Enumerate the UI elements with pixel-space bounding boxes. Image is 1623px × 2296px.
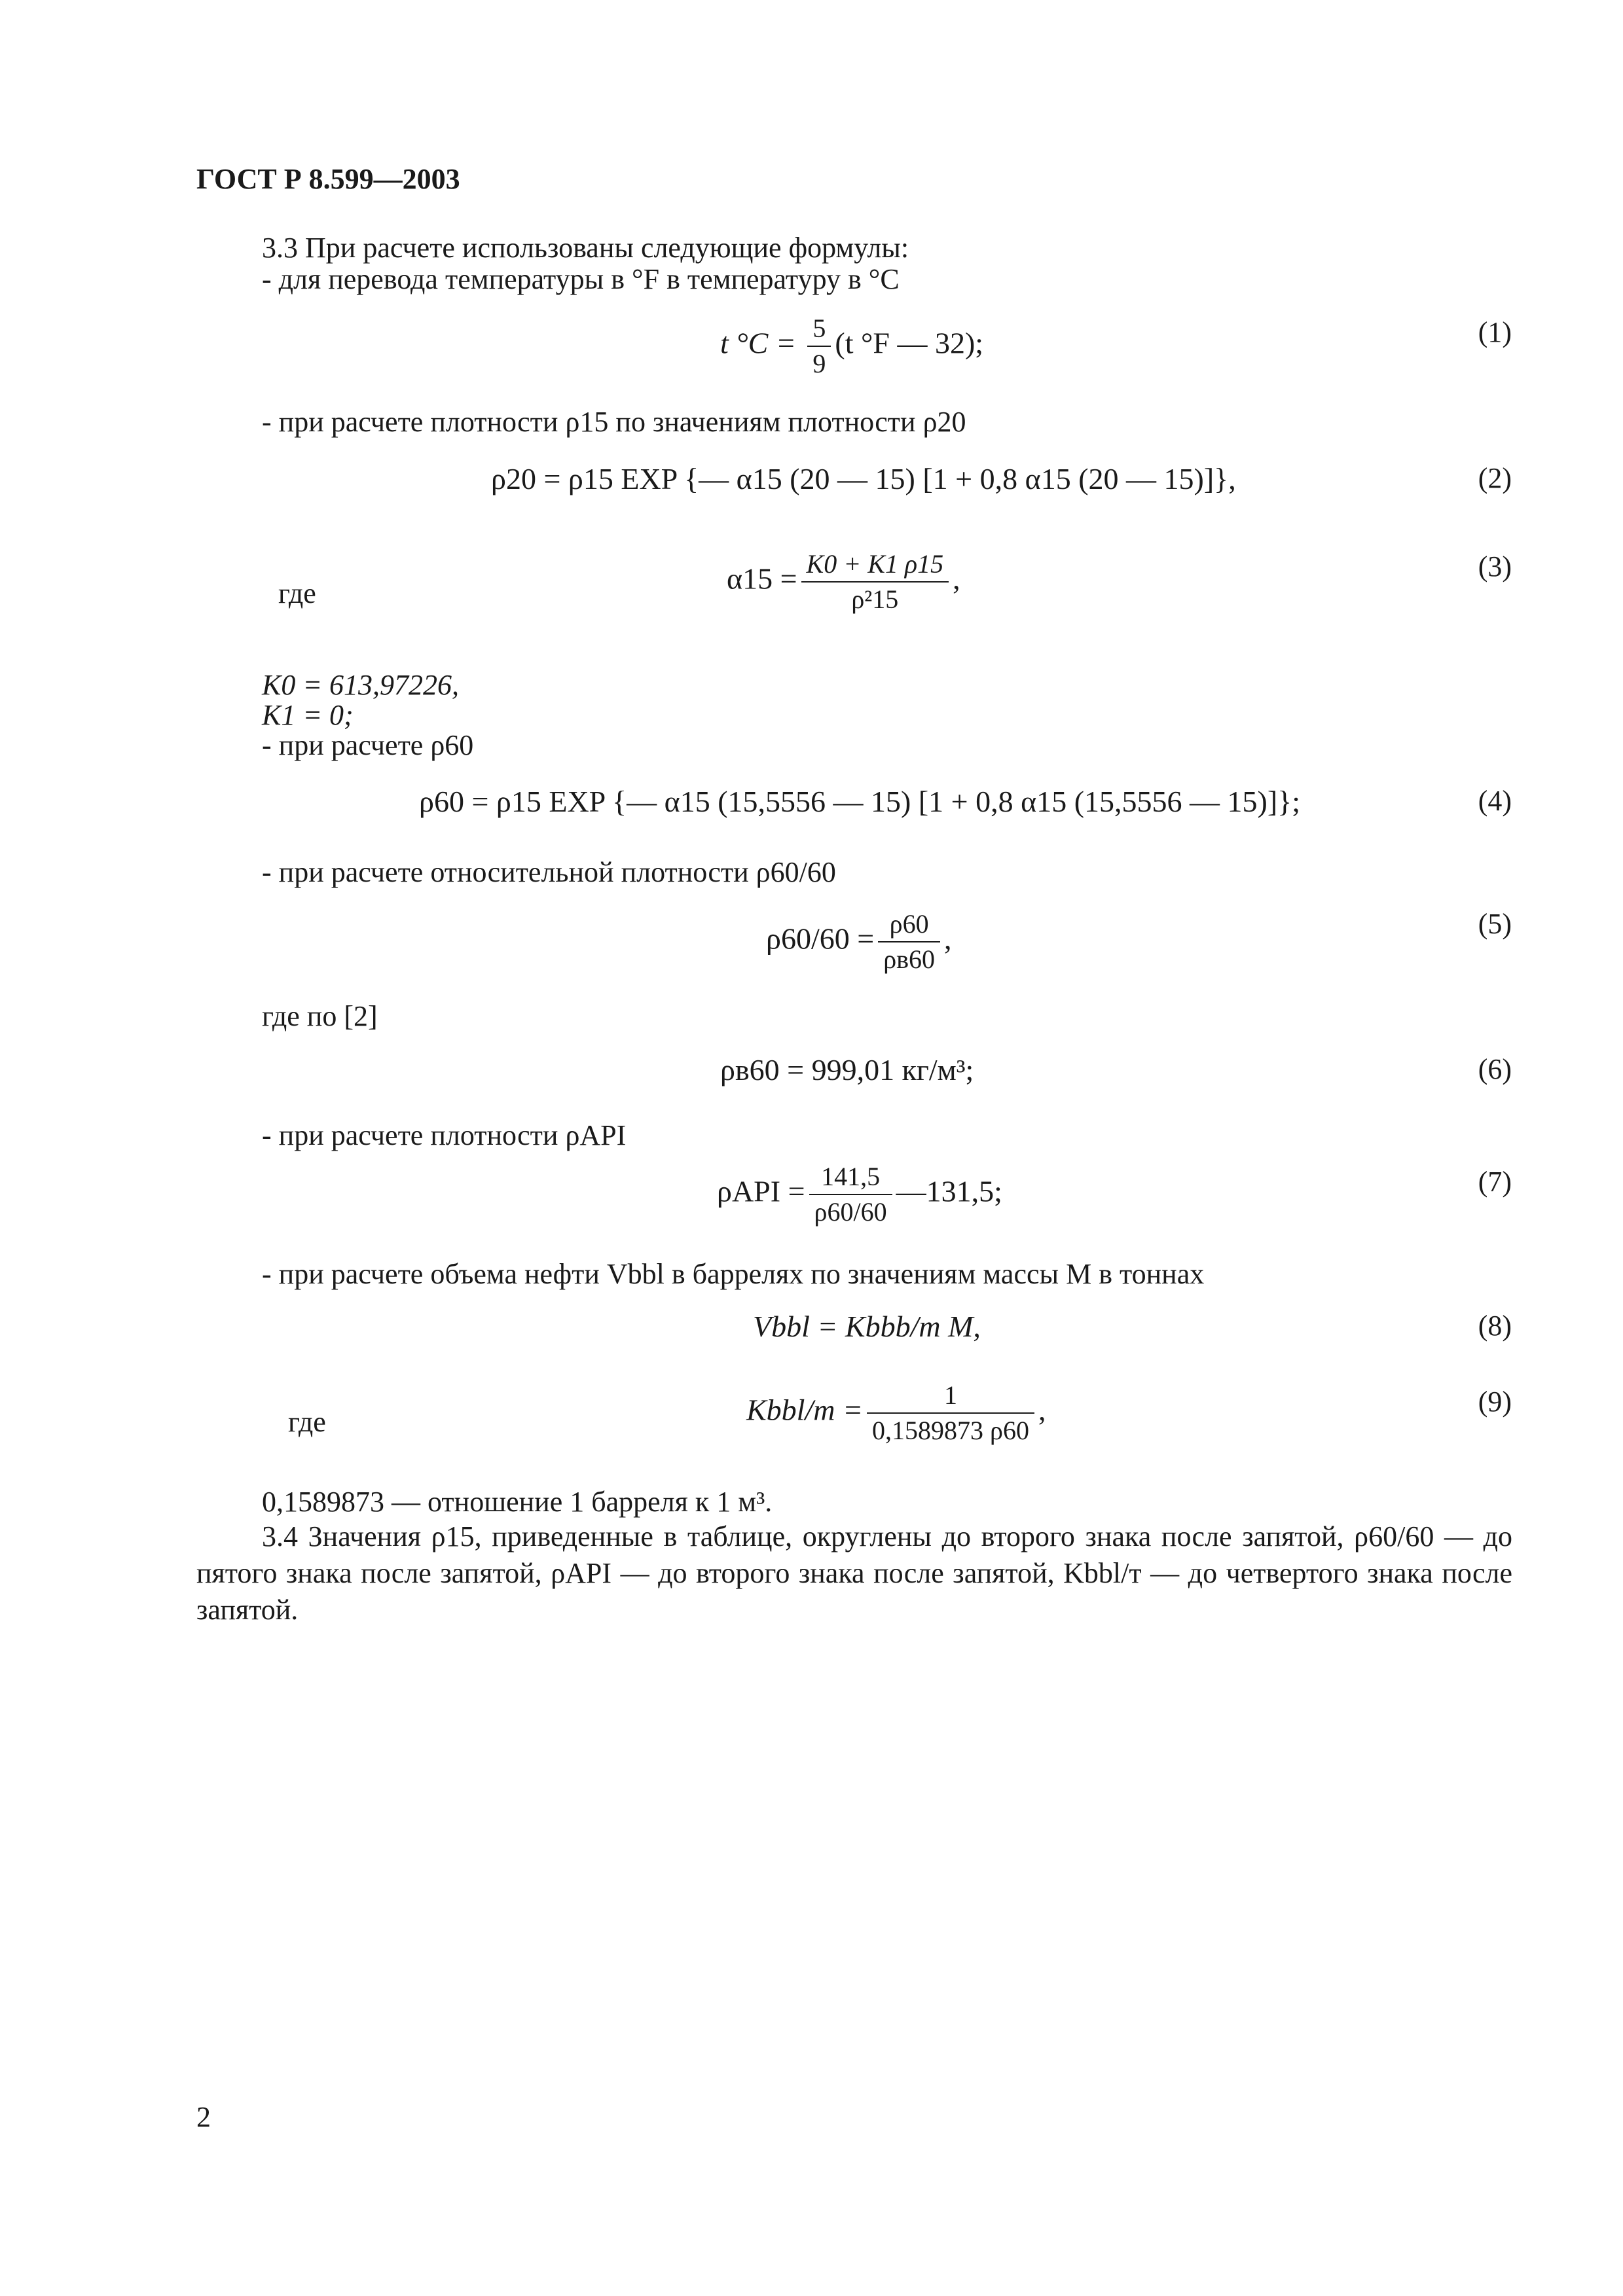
formula-8: Vbbl = Kbbb/т M, bbox=[753, 1310, 981, 1343]
formula-1-numerator: 5 bbox=[807, 314, 831, 347]
formula-7-numerator: 141,5 bbox=[809, 1162, 892, 1195]
formula-2: ρ20 = ρ15 EXP {— α15 (20 — 15) [1 + 0,8 α15 (20 — 15)]}, bbox=[491, 462, 1236, 495]
equation-number-9: (9) bbox=[1478, 1386, 1512, 1418]
equation-number-5: (5) bbox=[1478, 908, 1512, 940]
api-density-lead: - при расчете плотности ρAPI bbox=[262, 1119, 627, 1151]
formula-6: ρв60 = 999,01 кг/м³; bbox=[720, 1053, 974, 1086]
formula-7-lhs: ρAPI = bbox=[717, 1174, 805, 1208]
formula-1-denominator: 9 bbox=[812, 349, 826, 378]
section-3-4-paragraph: 3.4 Значения ρ15, приведенные в таблице, округлены до второго знака после запятой, ρ60/60 — до пятого знака после запятой, ρAPI — до второго знака после запятой, Kbbl/т — до четвертого знака после запятой. bbox=[196, 1520, 1512, 1626]
formula-5-denominator: ρв60 bbox=[883, 944, 936, 974]
equation-number-4: (4) bbox=[1478, 785, 1512, 817]
equation-number-7: (7) bbox=[1478, 1166, 1512, 1198]
formula-5-numerator: ρ60 bbox=[878, 910, 940, 942]
where-label-1: где bbox=[278, 577, 316, 609]
formula-7-denominator: ρ60/60 bbox=[814, 1197, 887, 1227]
formula-3-lhs: α15 = bbox=[727, 562, 797, 596]
formula-7 bbox=[717, 1162, 1002, 1227]
barrel-ratio-note: 0,1589873 — отношение 1 барреля к 1 м³. bbox=[262, 1486, 773, 1518]
equation-number-1: (1) bbox=[1478, 316, 1512, 348]
formula-7-rhs: —131,5; bbox=[896, 1174, 1002, 1208]
oil-volume-lead: - при расчете объема нефти Vbbl в баррелях по значениям массы M в тоннах bbox=[262, 1258, 1205, 1290]
where-reference: где по [2] bbox=[262, 1000, 378, 1032]
formula-9-lhs: Kbbl/т = bbox=[746, 1393, 864, 1427]
formula-1-lhs: t °C = bbox=[720, 326, 804, 360]
formula-9: Kbbl/т = $\frac{1}{0,1589873 \rho 60}$ , bbox=[746, 1380, 1046, 1445]
coefficient-k0: K0 = 613,97226, bbox=[262, 669, 460, 701]
formula-3-denominator: ρ²15 bbox=[851, 584, 899, 614]
page-number: 2 bbox=[196, 2101, 211, 2133]
document-header: ГОСТ Р 8.599—2003 bbox=[196, 163, 460, 195]
equation-number-8: (8) bbox=[1478, 1310, 1512, 1342]
coefficient-k1: K1 = 0; bbox=[262, 699, 354, 731]
formula-4: ρ60 = ρ15 EXP {— α15 (15,5556 — 15) [1 + 0,8 α15 (15,5556 — 15)]}; bbox=[419, 785, 1301, 818]
formula-5: ρ60/60 = $\frac{\rho 60}{\rho в60}$ , bbox=[766, 909, 952, 974]
equation-number-6: (6) bbox=[1478, 1053, 1512, 1085]
section-3-3-intro: 3.3 При расчете использованы следующие формулы: bbox=[262, 232, 909, 264]
density-60-lead: - при расчете ρ60 bbox=[262, 729, 474, 761]
formula-1-rhs: (t °F — 32); bbox=[835, 326, 984, 360]
formula-3-numerator: K0 + K1 ρ15 bbox=[801, 550, 949, 583]
formula-5-lhs: ρ60/60 = bbox=[766, 922, 875, 956]
density-15-lead: - при расчете плотности ρ15 по значениям плотности ρ20 bbox=[262, 406, 966, 438]
equation-number-2: (2) bbox=[1478, 462, 1512, 494]
formula-9-denominator: 0,1589873 ρ60 bbox=[872, 1416, 1029, 1445]
temperature-conversion-lead: - для перевода температуры в °F в температуру в °C bbox=[262, 263, 900, 295]
formula-3: α15 = $\frac{K0 + K1 \rho 15}{\text{ρ²15}}$ , bbox=[727, 549, 960, 614]
relative-density-lead: - при расчете относительной плотности ρ60/60 bbox=[262, 856, 836, 888]
where-label-2: где bbox=[288, 1406, 326, 1438]
equation-number-3: (3) bbox=[1478, 550, 1512, 583]
formula-9-numerator: 1 bbox=[867, 1381, 1034, 1414]
formula-1 bbox=[720, 314, 983, 378]
